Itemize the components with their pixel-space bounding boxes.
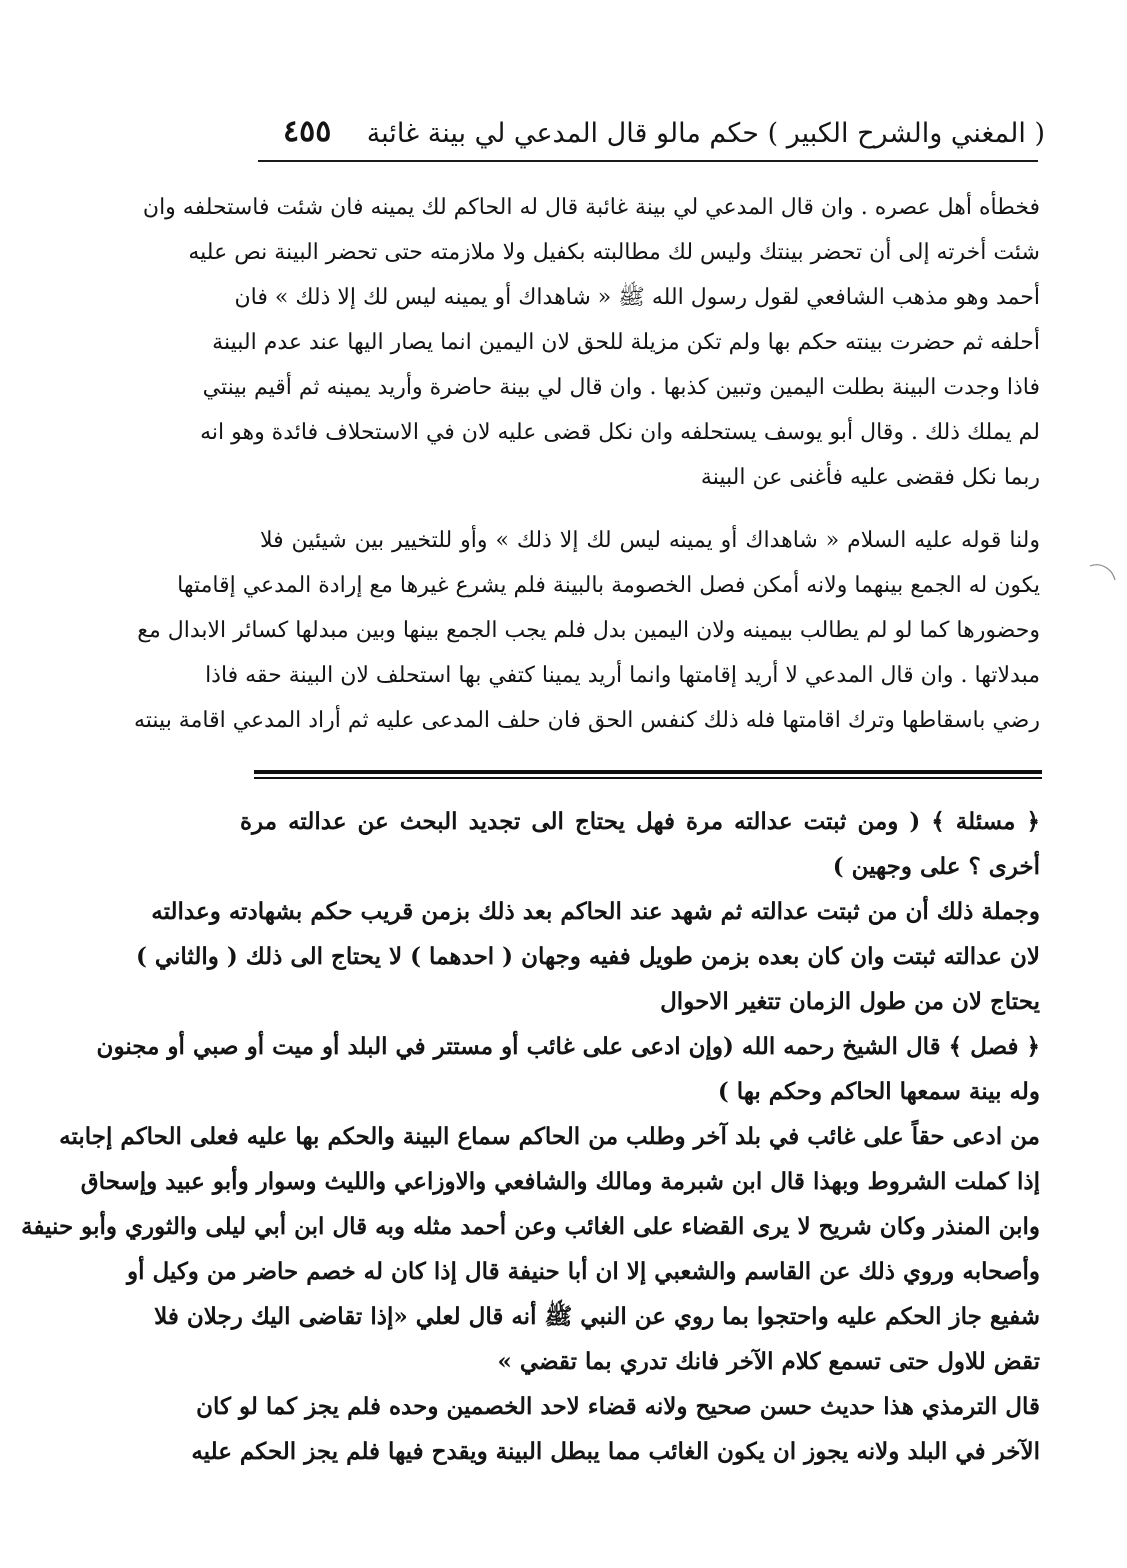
text-line: رضي باسقاطها وترك اقامتها فله ذلك كنفس الحق فان حلف المدعى عليه ثم أراد المدعي اقامة بينته [133, 708, 1040, 733]
text-line: مبدلاتها . وان قال المدعي لا أريد إقامتها وانما أريد يمينا كتفي بها استحلف لان البينة حقه فاذا [205, 663, 1040, 688]
text-line: فخطأه أهل عصره . وان قال المدعي لي بينة غائبة قال له الحاكم لك يمينه فان شئت فاستحلفه وان [142, 195, 1040, 220]
text-line: أحمد وهو مذهب الشافعي لقول رسول الله ﷺ « شاهداك أو يمينه ليس لك إلا ذلك » فان [234, 285, 1040, 310]
text-line: من ادعى حقاً على غائب في بلد آخر وطلب من الحاكم سماع البينة والحكم بها عليه فعلى الحاكم إجابته [59, 1123, 1040, 1150]
text-line: وحضورها كما لو لم يطالب بيمينه ولان اليمين بدل فلم يجب الجمع بينها وبين مبدلها كسائر الابدال مع [137, 618, 1040, 643]
text-line: وله بينة سمعها الحاكم وحكم بها ) [717, 1078, 1040, 1105]
text-line: يحتاج لان من طول الزمان تتغير الاحوال [660, 988, 1040, 1015]
text-line: ربما نكل فقضى عليه فأغنى عن البينة [700, 465, 1040, 490]
text-line: تقض للاول حتى تسمع كلام الآخر فانك تدري بما تقضي » [497, 1348, 1040, 1375]
text-line: إذا كملت الشروط وبهذا قال ابن شبرمة ومالك والشافعي والاوزاعي والليث وسوار وأبو عبيد وإسحاق [80, 1168, 1040, 1195]
page-number: ٤٥٥ [283, 114, 332, 149]
margin-pencil-mark [1088, 560, 1118, 600]
text-line: أخرى ؟ على وجهين ) [832, 853, 1040, 880]
text-line: وجملة ذلك أن من ثبتت عدالته ثم شهد عند الحاكم بعد ذلك بزمن قريب حكم بشهادته وعدالته [151, 898, 1040, 925]
text-line: فاذا وجدت البينة بطلت اليمين وتبين كذبها . وان قال لي بينة حاضرة وأريد يمينه ثم أقيم بينتي [202, 375, 1040, 400]
text-line: شئت أخرته إلى أن تحضر بينتك وليس لك مطالبته بكفيل ولا ملازمته حتى تحضر البينة نص عليه [188, 240, 1040, 265]
text-line: الآخر في البلد ولانه يجوز ان يكون الغائب مما يبطل البينة ويقدح فيها فلم يجز الحكم عليه [191, 1438, 1040, 1465]
text-line: ولنا قوله عليه السلام « شاهداك أو يمينه ليس لك إلا ذلك » وأو للتخيير بين شيئين فلا [260, 528, 1040, 553]
text-line: وأصحابه وروي ذلك عن القاسم والشعبي إلا ان أبا حنيفة قال إذا كان له خصم حاضر من وكيل أو [126, 1258, 1040, 1285]
text-line: يكون له الجمع بينهما ولانه أمكن فصل الخصومة بالبينة فلم يشرع غيرها مع إرادة المدعي إقامتها [177, 573, 1040, 598]
page-header [255, 112, 1045, 162]
text-line: لم يملك ذلك . وقال أبو يوسف يستحلفه وان نكل قضى عليه لان في الاستحلاف فائدة وهو انه [200, 420, 1040, 445]
text-line: لان عدالته ثبتت وان كان بعده بزمن طويل ففيه وجهان ( احدهما ) لا يحتاج الى ذلك ( والثاني ) [135, 943, 1040, 970]
text-line: ﴿ فصل ﴾ قال الشيخ رحمه الله (وإن ادعى على غائب أو مستتر في البلد أو ميت أو صبي أو مجنون [96, 1033, 1040, 1060]
running-title: ( المغني والشرح الكبير ) حكم مالو قال المدعي لي بينة غائبة [366, 118, 1045, 149]
text-line: أحلفه ثم حضرت بينته حكم بها ولم تكن مزيلة للحق لان اليمين انما يصار اليها عند عدم البينة [212, 330, 1040, 355]
text-line: شفيع جاز الحكم عليه واحتجوا بما روي عن النبي ﷺ أنه قال لعلي «إذا تقاضى اليك رجلان فلا [154, 1303, 1040, 1330]
text-line: قال الترمذي هذا حديث حسن صحيح ولانه قضاء لاحد الخصمين وحده فلم يجز كما لو كان [196, 1393, 1040, 1420]
text-line: وابن المنذر وكان شريح لا يرى القضاء على الغائب وعن أحمد مثله وبه قال ابن أبي ليلى والثوري وأبو حنيفة [21, 1213, 1040, 1240]
header-rule [258, 160, 1038, 162]
separator-thick-rule [254, 770, 1042, 774]
text-line: ﴿ مسئلة ﴾ ( ومن ثبتت عدالته مرة فهل يحتاج الى تجديد البحث عن عدالته مرة [240, 808, 1040, 835]
separator-thin-rule [254, 777, 1042, 779]
